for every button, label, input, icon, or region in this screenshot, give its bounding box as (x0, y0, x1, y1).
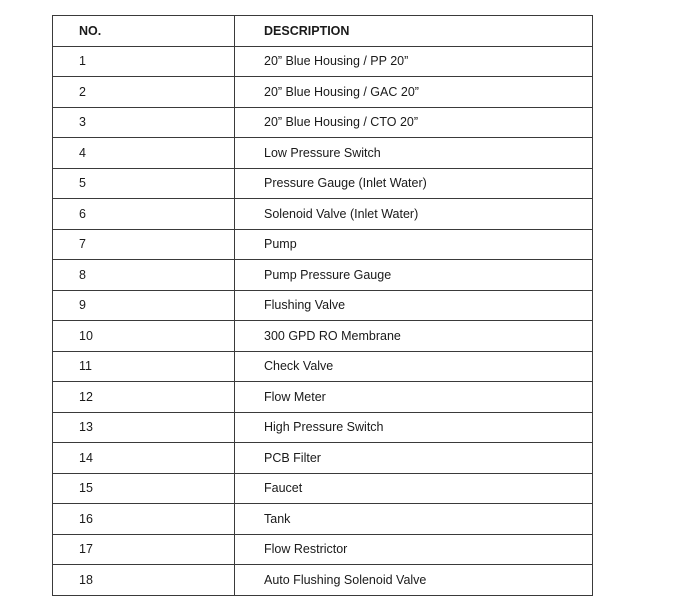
row-number: 13 (53, 412, 235, 443)
header-row (53, 16, 593, 47)
row-description: Check Valve (235, 351, 593, 382)
row-number: 3 (53, 107, 235, 138)
table-header (53, 16, 593, 47)
table-body (53, 46, 593, 595)
row-description: 20” Blue Housing / GAC 20” (235, 77, 593, 108)
row-number: 8 (53, 260, 235, 291)
table-row (53, 46, 593, 77)
row-description: Faucet (235, 473, 593, 504)
table-row (53, 565, 593, 596)
row-description: 300 GPD RO Membrane (235, 321, 593, 352)
table-row (53, 138, 593, 169)
row-description: 20” Blue Housing / CTO 20” (235, 107, 593, 138)
row-number: 15 (53, 473, 235, 504)
row-number: 1 (53, 46, 235, 77)
header-no: NO. (53, 16, 235, 47)
table-row (53, 229, 593, 260)
table-row (53, 534, 593, 565)
row-number: 17 (53, 534, 235, 565)
row-number: 11 (53, 351, 235, 382)
row-description: 20” Blue Housing / PP 20” (235, 46, 593, 77)
row-description: Flow Meter (235, 382, 593, 413)
table-row (53, 473, 593, 504)
row-number: 9 (53, 290, 235, 321)
row-description: Pump (235, 229, 593, 260)
row-description: Flow Restrictor (235, 534, 593, 565)
row-number: 14 (53, 443, 235, 474)
table-row (53, 107, 593, 138)
row-number: 18 (53, 565, 235, 596)
table-row (53, 351, 593, 382)
row-description: Flushing Valve (235, 290, 593, 321)
table-row (53, 321, 593, 352)
table-row (53, 504, 593, 535)
row-description: Solenoid Valve (Inlet Water) (235, 199, 593, 230)
row-number: 6 (53, 199, 235, 230)
table-row (53, 290, 593, 321)
row-description: Low Pressure Switch (235, 138, 593, 169)
row-description: Pump Pressure Gauge (235, 260, 593, 291)
row-number: 12 (53, 382, 235, 413)
row-description: PCB Filter (235, 443, 593, 474)
parts-table (52, 15, 593, 596)
row-description: Tank (235, 504, 593, 535)
table-row (53, 199, 593, 230)
table-row (53, 412, 593, 443)
table-row (53, 77, 593, 108)
row-number: 10 (53, 321, 235, 352)
row-number: 2 (53, 77, 235, 108)
row-description: High Pressure Switch (235, 412, 593, 443)
row-number: 5 (53, 168, 235, 199)
table-row (53, 443, 593, 474)
table-row (53, 260, 593, 291)
row-number: 16 (53, 504, 235, 535)
row-description: Pressure Gauge (Inlet Water) (235, 168, 593, 199)
table-row (53, 168, 593, 199)
row-number: 4 (53, 138, 235, 169)
table-row (53, 382, 593, 413)
row-description: Auto Flushing Solenoid Valve (235, 565, 593, 596)
row-number: 7 (53, 229, 235, 260)
header-description: DESCRIPTION (235, 16, 593, 47)
